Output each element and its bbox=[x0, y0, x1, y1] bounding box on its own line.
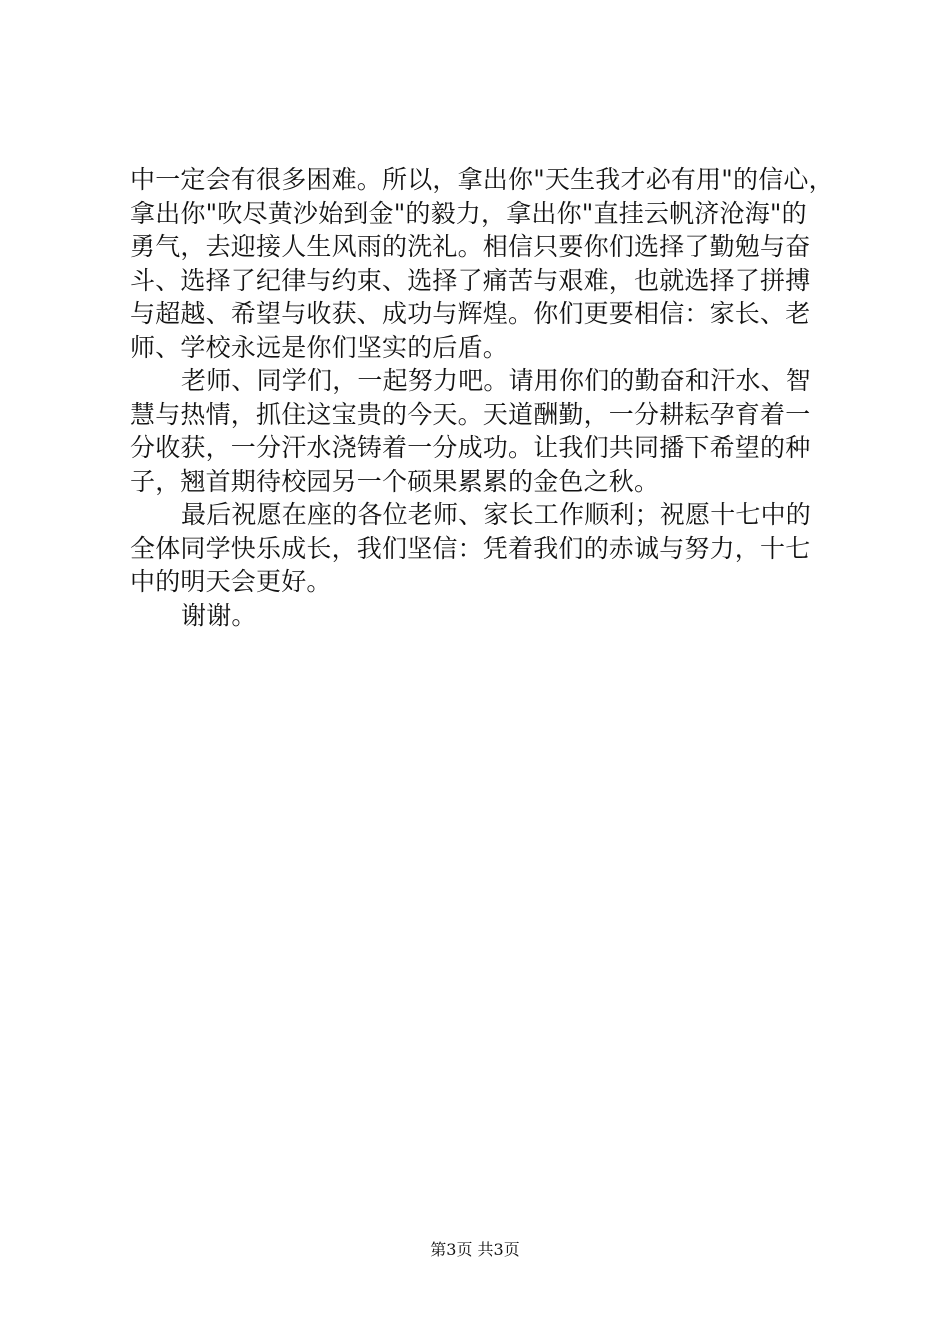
text-line: 慧与热情，抓住这宝贵的今天。天道酬勤，一分耕耘孕育着一 bbox=[130, 399, 811, 429]
body-text bbox=[130, 163, 834, 632]
text-line: 最后祝愿在座的各位老师、家长工作顺利；祝愿十七中的 bbox=[181, 500, 812, 529]
text-line: 与超越、希望与收获、成功与辉煌。你们更要相信：家长、老 bbox=[130, 299, 811, 328]
text-line: 斗、选择了纪律与约束、选择了痛苦与艰难，也就选择了拼搏 bbox=[130, 265, 811, 295]
text-line: 谢谢。 bbox=[181, 600, 257, 630]
text-line: 中一定会有很多困难。所以，拿出你"天生我才必有用"的信心， bbox=[130, 165, 834, 194]
text-line: 中的明天会更好。 bbox=[130, 567, 332, 596]
text-line: 全体同学快乐成长，我们坚信：凭着我们的赤诚与努力，十七 bbox=[130, 533, 811, 563]
text-line: 老师、同学们，一起努力吧。请用你们的勤奋和汗水、智 bbox=[181, 366, 812, 395]
text-line: 分收获，一分汗水浇铸着一分成功。让我们共同播下希望的种 bbox=[130, 433, 811, 462]
page-number-footer: 第3页 共3页 bbox=[430, 1240, 520, 1259]
text-line: 勇气，去迎接人生风雨的洗礼。相信只要你们选择了勤勉与奋 bbox=[130, 232, 811, 261]
text-line: 拿出你"吹尽黄沙始到金"的毅力，拿出你"直挂云帆济沧海"的 bbox=[130, 198, 807, 228]
text-line: 子，翘首期待校园另一个硕果累累的金色之秋。 bbox=[130, 466, 660, 496]
text-line: 师、学校永远是你们坚实的后盾。 bbox=[130, 332, 509, 362]
